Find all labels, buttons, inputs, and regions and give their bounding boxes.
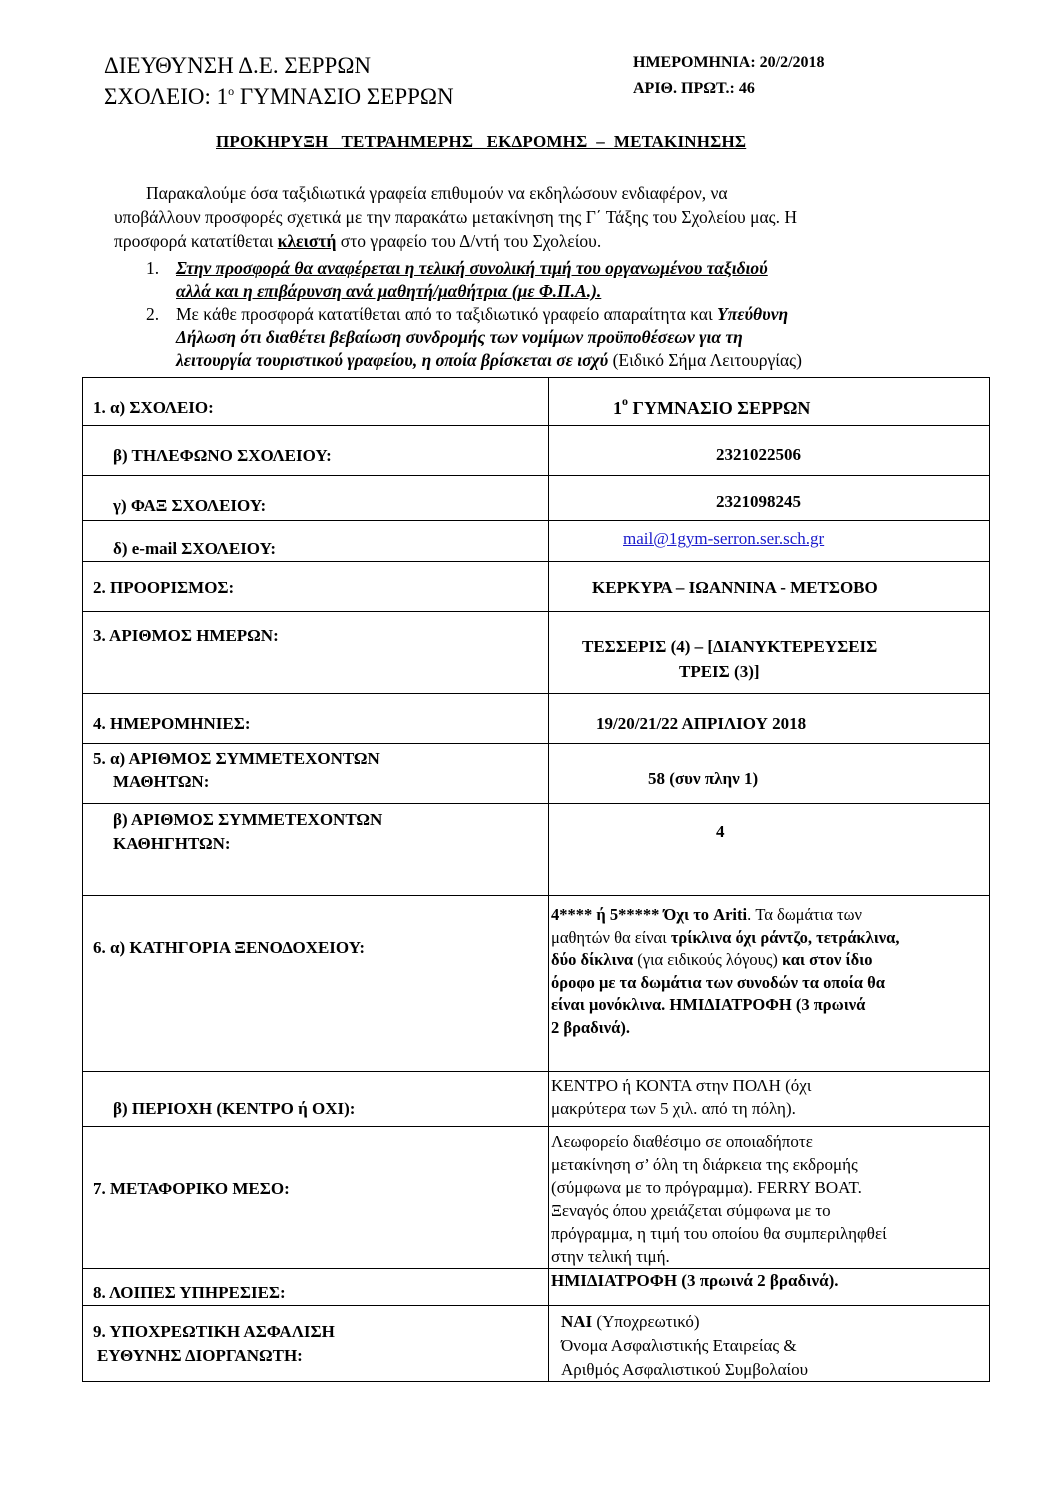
- phone-label: β) ΤΗΛΕΦΩΝΟ ΣΧΟΛΕΙΟΥ:: [113, 446, 332, 465]
- phone-value: 2321022506: [716, 445, 801, 464]
- table-row: [83, 521, 990, 562]
- area-label: β) ΠΕΡΙΟΧΗ (ΚΕΝΤΡΟ ή ΟΧΙ):: [113, 1099, 356, 1118]
- intro-paragraph: Παρακαλούμε όσα ταξιδιωτικά γραφεία επιθυμούν να εκδηλώσουν ενδιαφέρον, να υποβάλλουν προσφορές σχετικά με την παρακάτω μετακίνηση της Γ΄ Τάξης του Σχολείου μας. Η προσφορά κατατίθεται κλειστή στο γραφείο του Δ/ντή του Σχολείου.: [114, 183, 797, 251]
- days-value-line1: ΤΕΣΣΕΡΙΣ (4) – [ΔΙΑΝΥΚΤΕΡΕΥΣΕΙΣ: [582, 637, 878, 656]
- insurance-label-line2: ΕΥΘΥΝΗΣ ΔΙΟΡΓΑΝΩΤΗ:: [97, 1346, 303, 1365]
- insurance-label-line1: 9. ΥΠΟΧΡΕΩΤΙΚΗ ΑΣΦΑΛΙΣΗ: [93, 1322, 335, 1341]
- dates-value: 19/20/21/22 ΑΠΡΙΛΙΟΥ 2018: [596, 714, 807, 733]
- students-label-line2: ΜΑΘΗΤΩΝ:: [113, 772, 210, 791]
- table-row: [83, 1072, 990, 1127]
- area-value: ΚΕΝΤΡΟ ή ΚΟΝΤΑ στην ΠΟΛΗ (όχι μακρύτερα των 5 χιλ. από τη πόλη).: [551, 1076, 812, 1118]
- transport-value: Λεωφορείο διαθέσιμο σε οποιαδήποτε μετακίνηση σ’ όλη τη διάρκεια της εκδρομής (σύμφωνα με το πρόγραμμα). FERRY BOAT. Ξεναγός όπου χρειάζεται σύμφωνα με το πρόγραμμα, η τιμή του οποίου θα συμπεριληφθεί στην τελική τιμή.: [551, 1132, 887, 1266]
- services-value: ΗΜΙΔΙΑΤΡΟΦΗ (3 πρωινά 2 βραδινά).: [551, 1271, 839, 1290]
- hotel-value: 4**** ή 5***** Όχι το Ariti. Τα δωμάτια των μαθητών θα είναι τρίκλινα όχι ράντζο, τετράκλινα, δύο δίκλινα (για ειδικούς λόγους) και στον ίδιο όροφο με τα δωμάτια των συνοδών τα οποία θα είναι μονόκλινα. ΗΜΙΔΙΑΤΡΟΦΗ (3 πρωινά 2 βραδινά).: [551, 905, 900, 1037]
- destination-value: ΚΕΡΚΥΡΑ – ΙΩΑΝΝΙΝΑ - ΜΕΤΣΟΒΟ: [592, 578, 878, 597]
- email-label: δ) e-mail ΣΧΟΛΕΙΟΥ:: [113, 539, 276, 558]
- dates-label: 4. ΗΜΕΡΟΜΗΝΙΕΣ:: [93, 714, 251, 733]
- table-row: [83, 804, 990, 896]
- table-row: [83, 1269, 990, 1306]
- fax-value: 2321098245: [716, 492, 801, 511]
- table-row: [83, 562, 990, 612]
- insurance-value: ΝΑΙ (Υποχρεωτικό) Όνομα Ασφαλιστικής Εταιρείας & Αριθμός Ασφαλιστικού Συμβολαίου: [561, 1312, 809, 1379]
- table-row: [83, 896, 990, 1072]
- school-name: ΣΧΟΛΕΙΟ: $1^o$ ΓΥΜΝΑΣΙΟ ΣΕΡΡΩΝ: [104, 84, 454, 109]
- table-row: [83, 378, 990, 426]
- issuer-block: [104, 50, 454, 112]
- students-label-line1: 5. α) ΑΡΙΘΜΟΣ ΣΥΜΜΕΤΕΧΟΝΤΩΝ: [93, 749, 380, 768]
- students-value: 58 (συν πλην 1): [648, 769, 759, 788]
- school-value: $1^o$ ΓΥΜΝΑΣΙΟ ΣΕΡΡΩΝ: [613, 394, 811, 418]
- table-row: [83, 612, 990, 694]
- table-row: [83, 694, 990, 744]
- document-title: ΠΡΟΚΗΡΥΞΗ ΤΕΤΡΑΗΜΕΡΗΣ ΕΚΔΡΟΜΗΣ – ΜΕΤΑΚΙΝΗΣΗΣ: [216, 132, 747, 151]
- directorate-name: ΔΙΕΥΘΥΝΣΗ Δ.Ε. ΣΕΡΡΩΝ: [104, 53, 372, 78]
- table-row: [83, 1127, 990, 1269]
- list-item: 1. Στην προσφορά θα αναφέρεται η τελική συνολική τιμή του οργανωμένου ταξιδιού αλλά και η επιβάρυνση ανά μαθητή/μαθήτρια (με Φ.Π.Α.).: [146, 258, 768, 301]
- table-row: [83, 1306, 990, 1382]
- days-label: 3. ΑΡΙΘΜΟΣ ΗΜΕΡΩΝ:: [93, 626, 279, 645]
- protocol-number: ΑΡΙΘ. ΠΡΩΤ.: 46: [633, 80, 755, 97]
- table-row: [83, 426, 990, 476]
- teachers-value: 4: [716, 822, 725, 841]
- email-link[interactable]: mail@1gym-serron.ser.sch.gr: [623, 529, 825, 548]
- requirements-list: [146, 257, 976, 372]
- days-value-line2: ΤΡΕΙΣ (3)]: [679, 662, 760, 681]
- table-row: [83, 744, 990, 804]
- fax-label: γ) ΦΑΞ ΣΧΟΛΕΙΟΥ:: [113, 496, 267, 515]
- school-label: 1. α) ΣΧΟΛΕΙΟ:: [93, 398, 214, 417]
- teachers-label-line1: β) ΑΡΙΘΜΟΣ ΣΥΜΜΕΤΕΧΟΝΤΩΝ: [113, 810, 383, 829]
- hotel-label: 6. α) ΚΑΤΗΓΟΡΙΑ ΞΕΝΟΔΟΧΕΙΟΥ:: [93, 938, 366, 957]
- destination-label: 2. ΠΡΟΟΡΙΣΜΟΣ:: [93, 578, 235, 597]
- trip-details-table: [82, 377, 990, 1382]
- document-date: ΗΜΕΡΟΜΗΝΙΑ: 20/2/2018: [633, 54, 825, 71]
- services-label: 8. ΛΟΙΠΕΣ ΥΠΗΡΕΣΙΕΣ:: [93, 1283, 286, 1302]
- transport-label: 7. ΜΕΤΑΦΟΡΙΚΟ ΜΕΣΟ:: [93, 1179, 290, 1198]
- list-item: 2. Με κάθε προσφορά κατατίθεται από το ταξιδιωτικό γραφείο απαραίτητα και Υπεύθυνη Δήλωση ότι διαθέτει βεβαίωση συνδρομής των νομίμων προϋποθέσεων για τη λειτουργία τουριστικού γραφείου, η οποία βρίσκεται σε ισχύ (Ειδικό Σήμα Λειτουργίας): [146, 304, 802, 370]
- reference-block: [633, 50, 825, 102]
- teachers-label-line2: ΚΑΘΗΓΗΤΩΝ:: [113, 834, 231, 853]
- sealed-emphasis: κλειστή: [277, 231, 337, 251]
- table-row: [83, 476, 990, 521]
